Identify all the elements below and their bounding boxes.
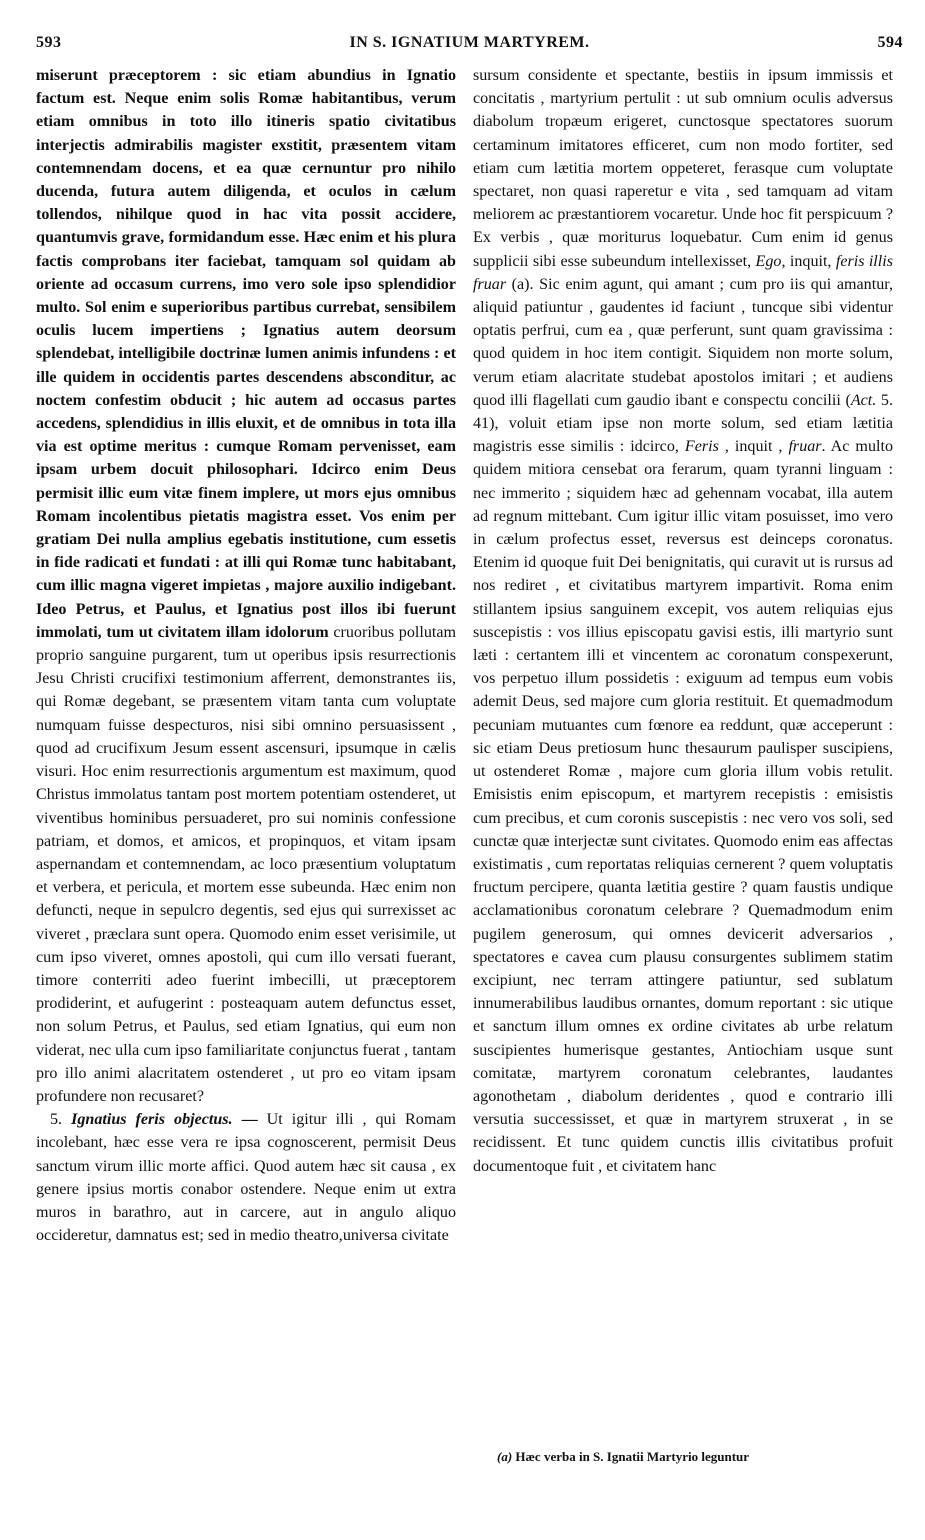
section-dash: — [232, 1111, 267, 1129]
page-number-right: 594 [877, 34, 903, 51]
right-column [473, 64, 893, 1178]
text-run: , inquit , [718, 438, 789, 456]
text-run: cruoribus pollutam proprio sanguine purgarent, tum ut operibus ipsis resurrectionis Jesu Christi crucifixi testimonium afferrent, demonstrantes iis, qui Romæ degebant, se præsentem vitam tanta cum voluptate numquam fuisse despecturos, nisi sibi omnino persuasissent , quod ad crucifixum Jesum essent ascensuri, ipsumque in cælis visuri. Hoc enim resurrectionis argumentum est maximum, quod Christus immolatus tantam post mortem potentiam ostenderet, ut viventibus hominibus persuaderet, pro sui nominis confessione patriam, et domos, et amicos, et propinquos, et vitam ipsam aspernandam et contemnendam, ac loco præsentium voluptatum et verbera, et pericula, et mortem esse subeunda. Hæc enim non defuncti, neque in sepulcro degentis, sed ejus qui surrexisset ac viveret , præclara sunt opera. Quomodo enim esset verisimile, ut cum ipso viveret, omnes apostoli, qui cum illo versati fuerant, timore conterriti adeo fuerint imbecilli, ut præceptorem prodiderint, et aufugerint : posteaquam autem defunctus esset, non solum Petrus, et Paulus, sed etiam Ignatius, qui eum non viderat, nec ulla cum ipso familiaritate conjunctus fuerat , tantam pro illo animi alacritatem ostenderet , ut pro eo vitam ipsam profundere non recusaret? [36, 623, 456, 1105]
citation-act: Act. [850, 391, 877, 409]
footnote-mark: (a) [497, 1449, 513, 1464]
text-run: . Ac multo quidem mitiora censebat ora ferarum, quam tyranni linguam : nec immerito ; siquidem hæc ad gehennam vocabat, illa autem ad regnum mittebant. Cum igitur illic vitam posuisset, imo vero in cælum profectus esset, reversus est deinceps coronatus. Etenim id quoque fuit Dei benignitatis, qui curavit ut is rursus ad nos rediret , et civitatibus martyrem impartivit. Roma enim stillantem ipsius sanguinem excepit, vos autem reliquias ejus suscepistis : vos illius episcopatu gavisi estis, illi martyrio sunt læti : certantem illi et vincentem ac coronatum conspexerunt, vos perpetuo illum possidetis : exiguum ad tempus eum vobis ademit Deus, sed majore cum gloria restituit. Et quemadmodum pecuniam mutuantes cum fœnore ea reddunt, quæ acceperunt : sic etiam Deus pretiosum hunc thesaurum paulisper suscipiens, ut ostenderet Romæ , majore cum gloria illum vobis retulit. Emisistis enim episcopum, et martyrem recepistis : emisistis cum precibus, et cum coronis suscepistis : nec vero vos soli, sed cunctæ quæ interjectæ sunt civitates. Quomodo enim eas affectas existimatis , cum reportatas reliquias cernerent ? quem voluptatis fructum percipere, quanta lætitia gestire ? quam faustis undique acclamationibus coronatum celebrare ? Quemadmodum enim pugilem generosum, qui omnes devicerit adversarios , spectatores e cavea cum plausu consurgentes sublimem statim excipiunt, nec terram attingere patiuntur, sed sublatum innumerabilibus laudibus ornantes, domum reportant : sic utique et sanctum illum omnes ex ordine civitates ab urbe relatum suscipientes humerisque gestantes, Antiochiam usque sunt comitatæ, martyrem coronatum celebrantes, laudantes agonothetam , diabolum deridentes , quod e contrario illi versutia successisset, et quæ in martyrem struxerat , in se recidissent. Et tunc quidem cunctis illis civitatibus profuit documentoque fuit , et civitatem hanc [473, 438, 893, 1175]
quote-feris-illis: feris illis fruar [473, 252, 893, 293]
text-run: miserunt præceptorem : sic etiam abundius in Ignatio factum est. Neque enim solis Romæ habitantibus, verum etiam omnibus in toto illo itineris spatio civitatibus interjectis admirabilis magister exstitit, præsentem vitam contemnendam docens, et ea quæ cernuntur pro nihilo ducenda, futura autem diligenda, et oculos in cælum tollendos, nihilque quod in hac vita possit accidere, quantumvis grave, formidandum esse. Hæc enim et his plura factis comprobans iter faciebat, tamquam sol quidam ab oriente ad occasum currens, imo vero sole ipso splendidior multo. Sol enim e superioribus partibus currebat, sensibilem oculis lucem impertiens ; Ignatius autem deorsum splendebat, intelligibile doctrinæ lumen animis infundens : et ille quidem in occidentis partes descendens absconditur, ac noctem confestim obducit ; hic autem ad occasus partes accedens, splendidius in illis eluxit, et de omnibus in tota illa via est optime meritus : cumque Romam pervenisset, eam ipsam urbem docuit philosophari. Idcirco enim Deus permisit illic eum vitæ finem implere, ut mors ejus omnibus Romam incolentibus pietatis magistra esset. Vos enim per gratiam Dei nulla amplius egebatis institutione, cum essetis in fide radicati et fundati : at illi qui Romæ tunc habitabant, cum illic magna vigeret impietas , majore auxilio indigebant. Ideo Petrus, et Paulus, et Ignatius post illos ibi fuerunt immolati, tum ut civitatem illam idolorum [36, 67, 456, 641]
section-title: Ignatius feris objectus. [71, 1111, 233, 1129]
quote-fruar: fruar [788, 438, 822, 456]
footnote-text: Hæc verba in S. Ignatii Martyrio leguntur [512, 1449, 750, 1464]
quote-ego: Ego [755, 252, 782, 270]
running-header [36, 34, 903, 56]
text-run: . Sic enim agunt, qui amant ; cum pro iis qui amantur, aliquid patiuntur , gaudentes id faciunt , tuncque sibi videntur optatis perfrui, cum ea , quæ perferunt, sunt quam gravissima : quod quidem in hoc item contigit. Siquidem non morte solum, verum etiam alacritate studebat apostolos imitari ; et audiens quod illi flagellati cum gaudio ibant e conspectu concilii ( [473, 275, 893, 409]
running-title: IN S. IGNATIUM MARTYREM. [349, 34, 590, 51]
quote-feris: Feris [684, 438, 719, 456]
left-column [36, 64, 456, 1247]
footnote [497, 1448, 897, 1466]
footnote-reference: (a) [506, 275, 530, 293]
text-run: 5. 41), voluit etiam ipse non morte solum, sed etiam lætitia magistris esse similis : idcirco, [473, 391, 893, 456]
text-run: , inquit, [781, 252, 836, 270]
section-paragraph [36, 1108, 456, 1247]
paragraph [36, 64, 456, 1108]
text-run: Ut igitur illi , qui Romam incolebant, hæc esse vera re ipsa cognoscerent, permisit Deus sanctum virum illic morte affici. Quod autem hæc sit causa , ex genere ipsius mortis conabor ostendere. Neque enim ut extra muros in barathro, aut in carcere, aut in angulo aliquo occideretur, damnatus est; sed in medio theatro,universa civitate [36, 1111, 457, 1245]
text-run: sursum considente et spectante, bestiis in ipsum immissis et concitatis , martyrium pertulit : ut sub omnium oculis adversus diabolum tropæum erigeret, cunctosque spectatores suorum certaminum imitatores efficeret, cum non modo fortiter, sed etiam cum lætitia mortem oppeteret, ferasque cum voluptate spectaret, non quasi raperetur e vita , sed tamquam ad vitam meliorem ac præstantiorem vocaretur. Unde hoc fit perspicuum ? Ex verbis , quæ moriturus loquebatur. Cum enim id genus supplicii sibi esse subeundum intellexisset, [473, 67, 893, 270]
section-number: 5. [50, 1111, 63, 1129]
paragraph [473, 64, 893, 1178]
page-number-left: 593 [36, 34, 62, 51]
